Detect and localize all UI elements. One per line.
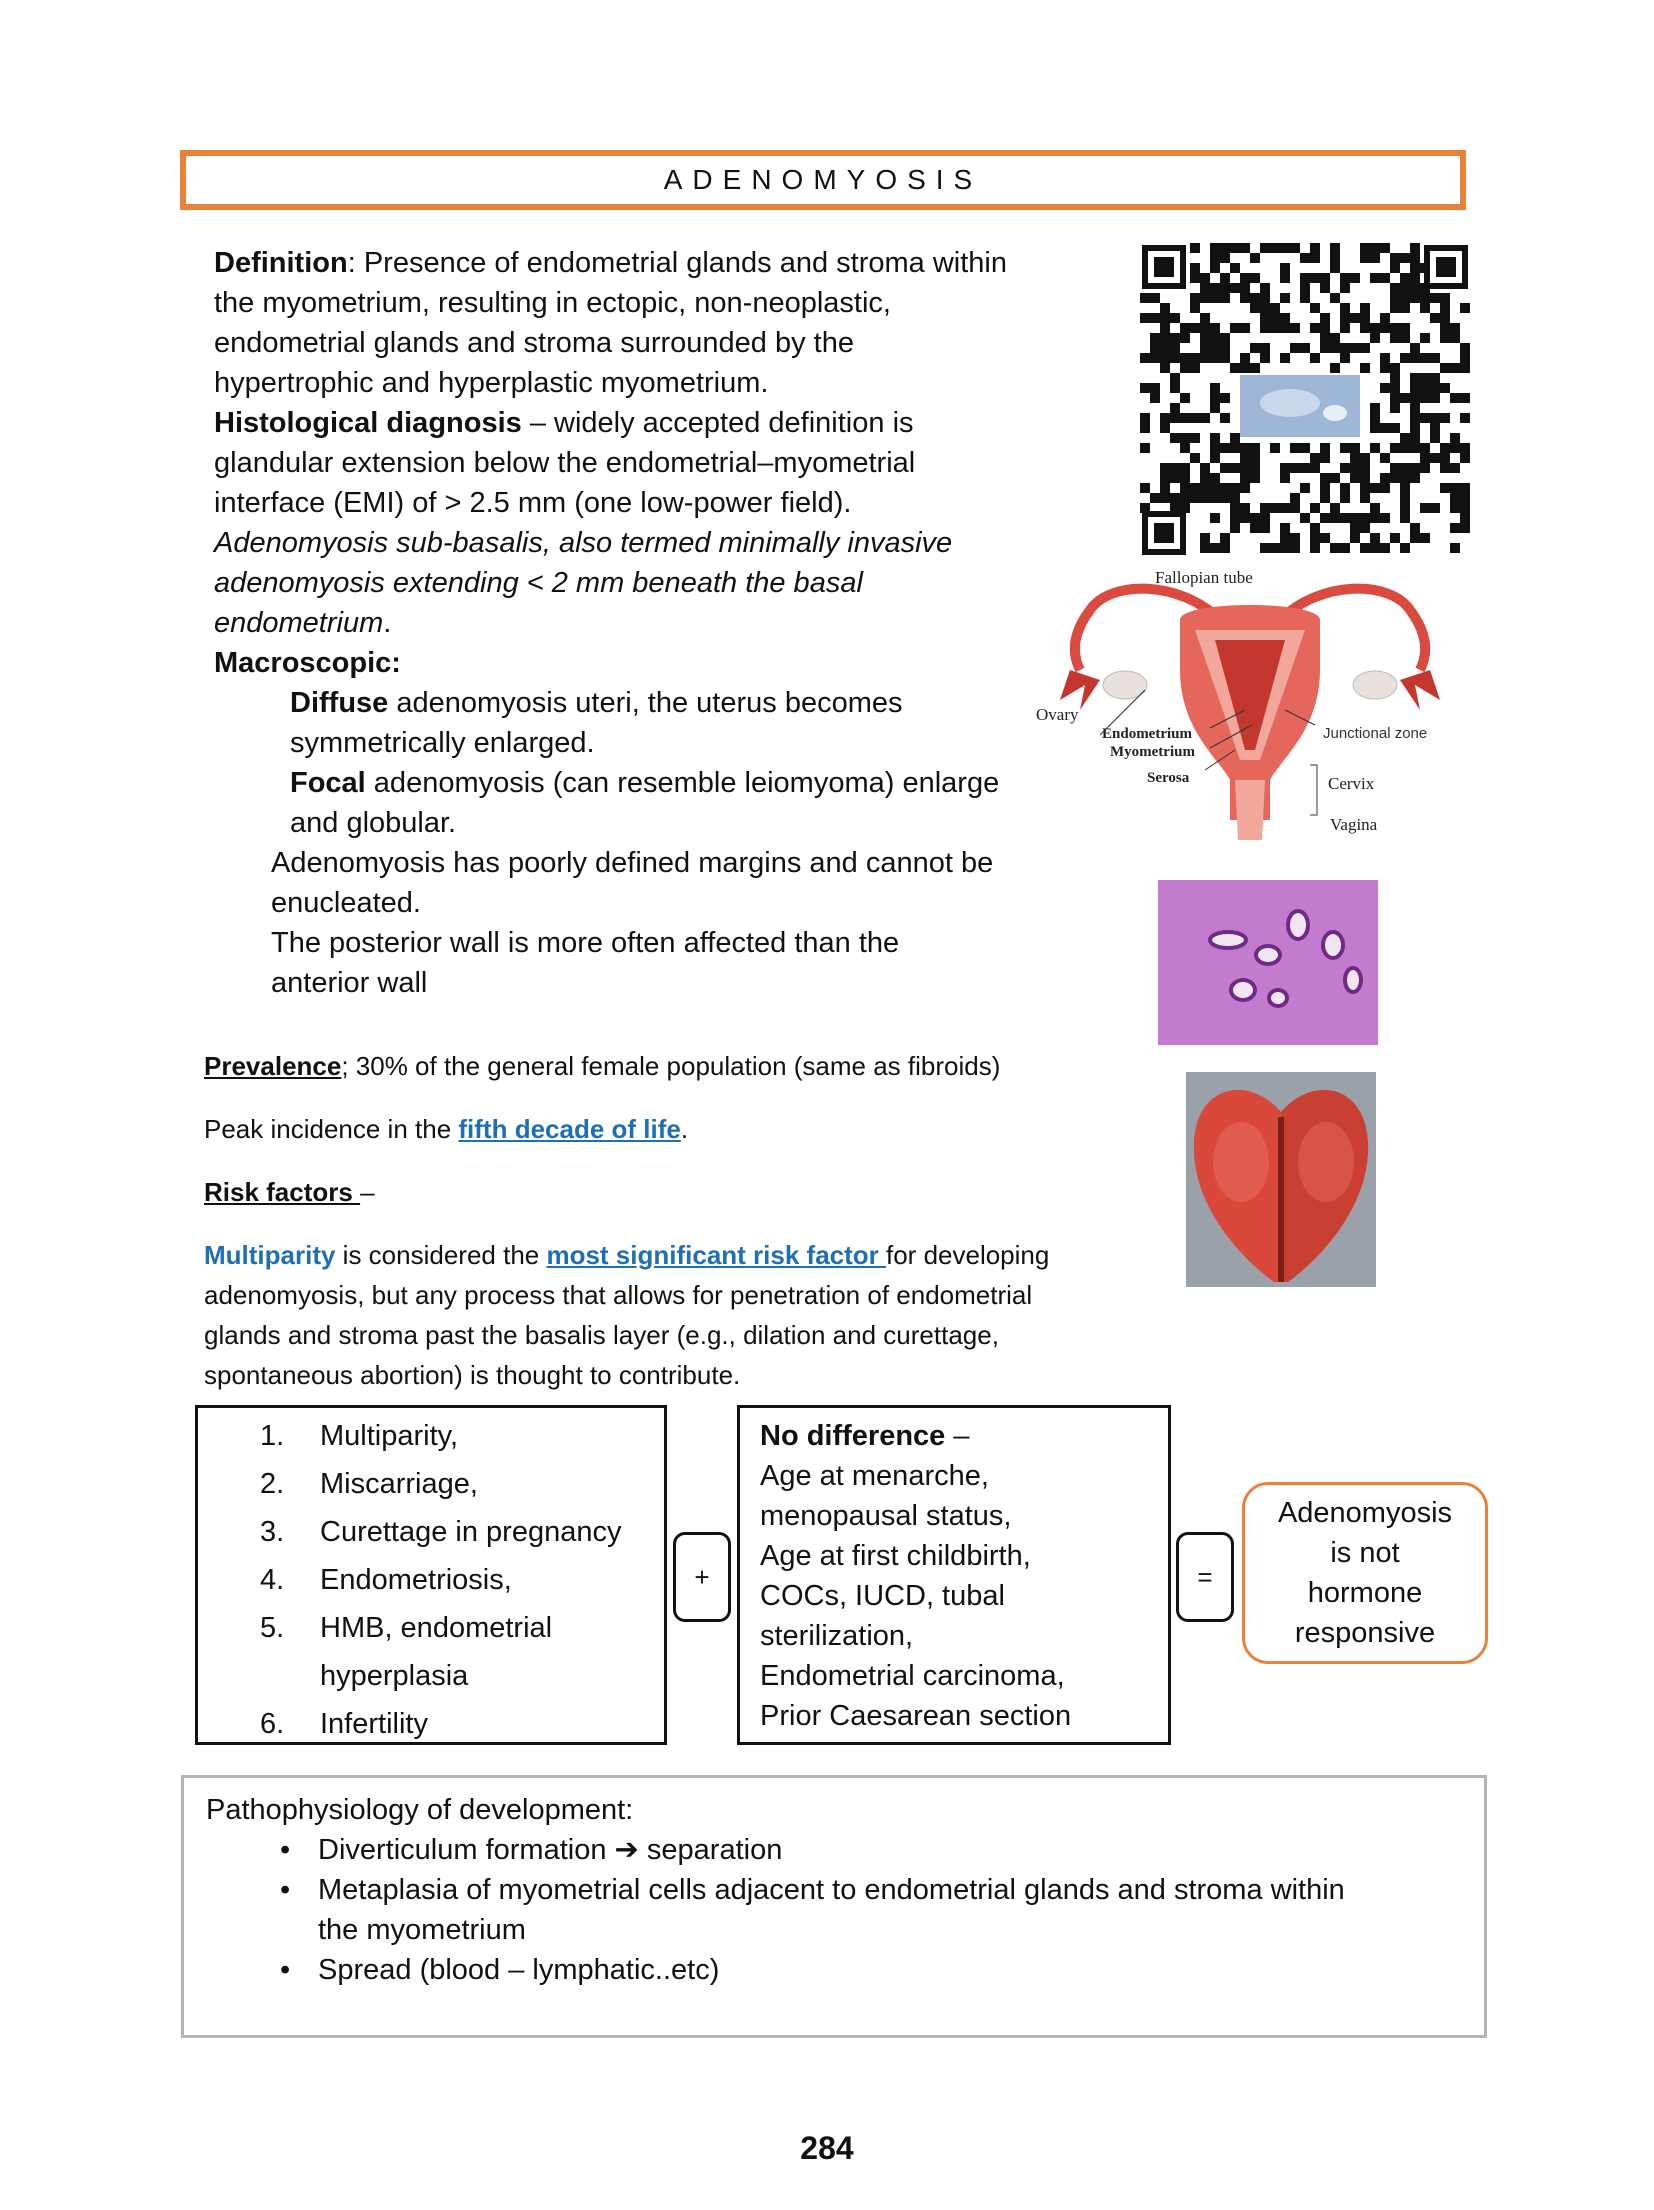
page-number: 284: [800, 2130, 854, 2166]
definition-line-4: hypertrophic and hyperplastic myometrium.: [214, 367, 769, 399]
plus-sign: +: [694, 1561, 710, 1592]
histology-italic-1: Adenomyosis sub-basalis, also termed minimally invasive: [214, 527, 953, 559]
risk-line-1: Multiparity is considered the most significant risk factor for developing: [204, 1240, 1050, 1270]
definition-line-1: Definition: Presence of endometrial glands and stroma within: [214, 247, 1007, 279]
posterior-line-1: The posterior wall is more often affected than the: [271, 927, 900, 959]
risk-item-num-2: 2.: [260, 1468, 285, 1500]
no-diff-line-6: Endometrial carcinoma,: [760, 1660, 1065, 1692]
no-diff-line-5: sterilization,: [760, 1620, 914, 1652]
posterior-line-2: anterior wall: [271, 967, 428, 999]
result-box: [1242, 1482, 1488, 1664]
risk-item-6: Infertility: [320, 1708, 428, 1740]
risk-item-5-cont: hyperplasia: [320, 1660, 469, 1692]
definition-line-2: the myometrium, resulting in ectopic, non-neoplastic,: [214, 287, 891, 319]
histology-line-3: interface (EMI) of > 2.5 mm (one low-power field).: [214, 487, 852, 519]
focal-line-2: and globular.: [290, 807, 457, 839]
uterus-diagram: [1030, 560, 1470, 850]
risk-item-5: HMB, endometrial: [320, 1612, 553, 1644]
no-difference-box: [737, 1405, 1171, 1745]
histology-italic-3: endometrium.: [214, 607, 392, 639]
most-significant-link[interactable]: most significant risk factor: [546, 1240, 886, 1270]
risk-item-1: Multiparity,: [320, 1420, 459, 1452]
label-junctional: Junctional zone: [1323, 725, 1428, 742]
title-box: [180, 150, 1466, 210]
margins-line-1: Adenomyosis has poorly defined margins and cannot be: [271, 847, 994, 879]
label-endometrium: Endometrium: [1102, 726, 1192, 742]
page-title: ADENOMYOSIS: [663, 164, 983, 195]
macroscopic-heading: Macroscopic:: [214, 647, 401, 679]
risk-item-num-1: 1.: [260, 1420, 285, 1452]
risk-item-3: Curettage in pregnancy: [320, 1516, 622, 1548]
no-diff-line-3: Age at first childbirth,: [760, 1540, 1031, 1572]
result-line-2: is not: [1330, 1537, 1400, 1569]
focal-line-1: Focal adenomyosis (can resemble leiomyoma) enlarge: [290, 767, 1000, 799]
risk-factors-heading: Risk factors –: [204, 1177, 375, 1207]
fifth-decade-link[interactable]: fifth decade of life: [458, 1114, 681, 1144]
definition-line-3: endometrial glands and stroma surrounded by the: [214, 327, 854, 359]
bullet-1: •: [280, 1834, 291, 1866]
risk-line-4: spontaneous abortion) is thought to contribute.: [204, 1360, 741, 1390]
no-difference-heading: No difference –: [760, 1420, 970, 1452]
label-fallopian: Fallopian tube: [1155, 568, 1253, 587]
no-diff-line-2: menopausal status,: [760, 1500, 1012, 1532]
peak-incidence-line: Peak incidence in the fifth decade of life.: [204, 1114, 689, 1144]
label-vagina: Vagina: [1330, 815, 1378, 834]
diffuse-line-1: Diffuse adenomyosis uteri, the uterus becomes: [290, 687, 903, 719]
label-ovary: Ovary: [1036, 705, 1079, 724]
pathophysiology-item-3: Spread (blood – lymphatic..etc): [318, 1954, 720, 1986]
histology-italic-2: adenomyosis extending < 2 mm beneath the basal: [214, 567, 863, 599]
risk-item-num-5: 5.: [260, 1612, 285, 1644]
label-serosa: Serosa: [1147, 770, 1190, 786]
arrow-icon: ➔: [614, 1834, 639, 1866]
result-line-1: Adenomyosis: [1277, 1497, 1453, 1529]
specimen-image: [1186, 1072, 1376, 1287]
no-diff-line-1: Age at menarche,: [760, 1460, 989, 1492]
equals-box: [1176, 1532, 1234, 1622]
pathophysiology-box: [181, 1775, 1487, 2038]
pathophysiology-item-2-cont: the myometrium: [318, 1914, 526, 1946]
risk-item-4: Endometriosis,: [320, 1564, 512, 1596]
risk-list-box: [195, 1405, 667, 1745]
prevalence-line: Prevalence; 30% of the general female population (same as fibroids): [204, 1051, 1001, 1081]
label-cervix: Cervix: [1328, 774, 1375, 793]
margins-line-2: enucleated.: [271, 887, 421, 919]
histology-line-2: glandular extension below the endometrial–myometrial: [214, 447, 916, 479]
risk-line-2: adenomyosis, but any process that allows for penetration of endometrial: [204, 1280, 1033, 1310]
bullet-3: •: [280, 1954, 291, 1986]
qr-code[interactable]: [1140, 243, 1470, 557]
result-line-4: responsive: [1294, 1617, 1436, 1649]
diffuse-line-2: symmetrically enlarged.: [290, 727, 595, 759]
plus-box: [673, 1532, 731, 1622]
risk-item-2: Miscarriage,: [320, 1468, 478, 1500]
histology-line-1: Histological diagnosis – widely accepted definition is: [214, 407, 914, 439]
no-diff-line-4: COCs, IUCD, tubal: [760, 1580, 1005, 1612]
equals-sign: =: [1197, 1561, 1213, 1592]
label-myometrium: Myometrium: [1110, 744, 1195, 760]
pathophysiology-item-2: Metaplasia of myometrial cells adjacent to endometrial glands and stroma within: [318, 1874, 1345, 1906]
risk-item-num-6: 6.: [260, 1708, 285, 1740]
risk-item-num-3: 3.: [260, 1516, 285, 1548]
result-line-3: hormone: [1307, 1577, 1423, 1609]
no-diff-line-7: Prior Caesarean section: [760, 1700, 1072, 1732]
risk-line-3: glands and stroma past the basalis layer (e.g., dilation and curettage,: [204, 1320, 999, 1350]
pathophysiology-item-1: Diverticulum formation ➔ separation: [318, 1834, 783, 1866]
bullet-2: •: [280, 1874, 291, 1906]
pathophysiology-title: Pathophysiology of development:: [206, 1794, 634, 1826]
risk-item-num-4: 4.: [260, 1564, 285, 1596]
histology-image: [1158, 880, 1378, 1045]
